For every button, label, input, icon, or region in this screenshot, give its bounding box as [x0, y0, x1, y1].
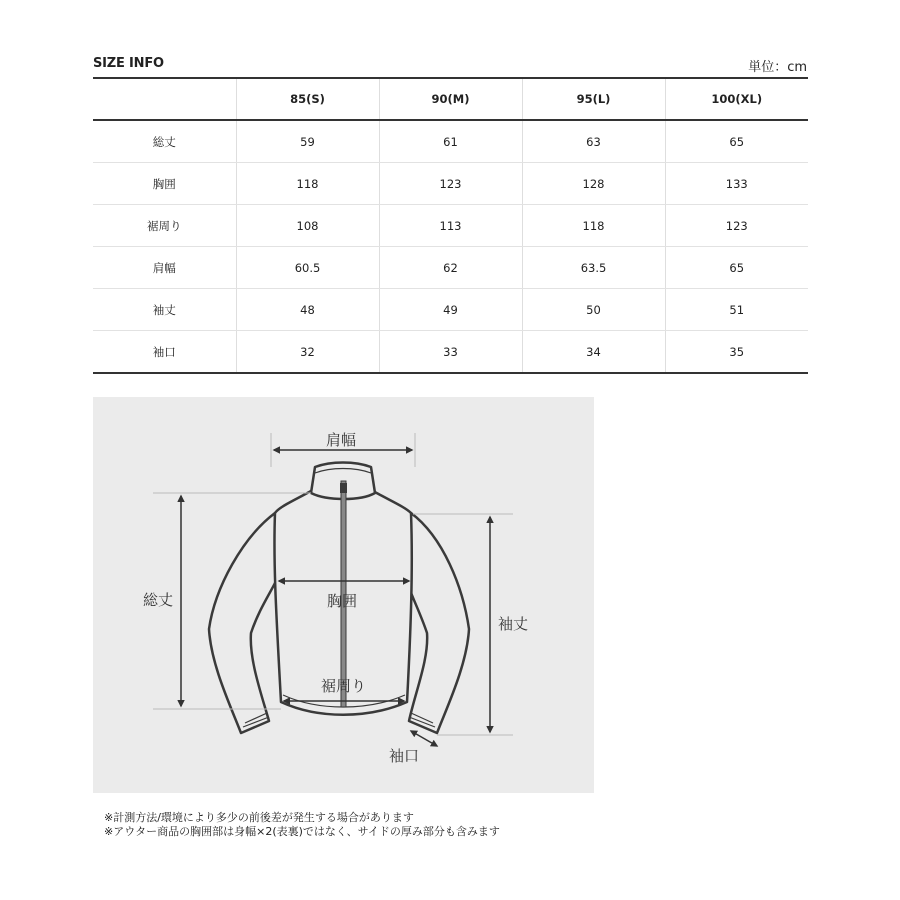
row-label: 袖口: [93, 331, 236, 374]
table-row: [93, 247, 808, 289]
length-label: 総丈: [143, 591, 174, 609]
table-row: [93, 205, 808, 247]
measurement-diagram: [93, 397, 594, 793]
column-header: 85(S): [236, 78, 379, 120]
page-title: SIZE INFO: [93, 56, 164, 71]
table-cell: 113: [379, 205, 522, 247]
column-header: 95(L): [522, 78, 665, 120]
table-cell: 33: [379, 331, 522, 374]
table-cell: 65: [665, 247, 808, 289]
row-label: 総丈: [93, 120, 236, 163]
column-header: 90(M): [379, 78, 522, 120]
table-cell: 48: [236, 289, 379, 331]
table-cell: 51: [665, 289, 808, 331]
table-cell: 50: [522, 289, 665, 331]
table-cell: 63.5: [522, 247, 665, 289]
column-header: 100(XL): [665, 78, 808, 120]
table-cell: 118: [522, 205, 665, 247]
table-cell: 49: [379, 289, 522, 331]
shoulder-label: 肩幅: [326, 431, 357, 449]
notes: [104, 811, 500, 839]
table-row: [93, 163, 808, 205]
table-cell: 108: [236, 205, 379, 247]
column-header: [93, 78, 236, 120]
table-cell: 62: [379, 247, 522, 289]
table-row: [93, 120, 808, 163]
table-cell: 35: [665, 331, 808, 374]
note-line: ※計測方法/環境により多少の前後差が発生する場合があります: [104, 811, 414, 824]
row-label: 胸囲: [93, 163, 236, 205]
table-cell: 59: [236, 120, 379, 163]
table-cell: 63: [522, 120, 665, 163]
row-label: 袖丈: [93, 289, 236, 331]
hem-label: 裾周り: [321, 677, 367, 695]
size-table: [93, 77, 808, 374]
table-cell: 32: [236, 331, 379, 374]
table-row: [93, 331, 808, 374]
table-cell: 34: [522, 331, 665, 374]
table-row: [93, 289, 808, 331]
table-cell: 123: [379, 163, 522, 205]
cuff-label: 袖口: [389, 747, 420, 765]
table-cell: 118: [236, 163, 379, 205]
row-label: 裾周り: [93, 205, 236, 247]
table-cell: 60.5: [236, 247, 379, 289]
table-header-row: [93, 78, 808, 120]
table-cell: 128: [522, 163, 665, 205]
table-cell: 65: [665, 120, 808, 163]
size-info-header: [93, 54, 807, 76]
cuff-arrow: [411, 731, 437, 746]
note-line: ※アウター商品の胸囲部は身幅×2(表裏)ではなく、サイドの厚み部分も含みます: [104, 825, 500, 838]
table-cell: 133: [665, 163, 808, 205]
unit-label: 単位：cm: [748, 60, 807, 75]
table-cell: 123: [665, 205, 808, 247]
chest-label: 胸囲: [327, 592, 358, 610]
table-cell: 61: [379, 120, 522, 163]
sleeve-label: 袖丈: [498, 615, 529, 633]
row-label: 肩幅: [93, 247, 236, 289]
